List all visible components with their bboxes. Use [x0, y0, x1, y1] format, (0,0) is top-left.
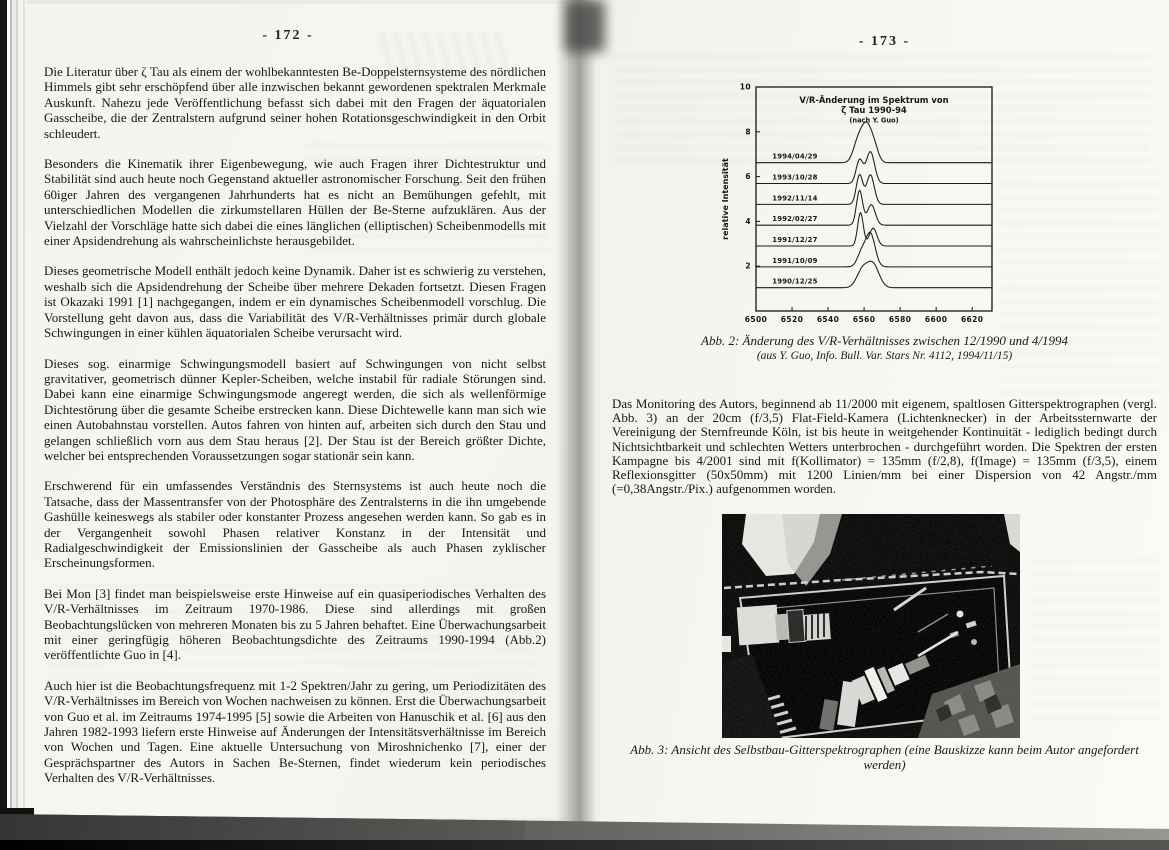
book-gutter-shadow — [556, 0, 612, 832]
scan-bottom-edge — [0, 840, 1169, 850]
chart-title-object: ζ Tau 1990-94 — [841, 105, 907, 116]
x-tick-label: 6520 — [780, 315, 804, 324]
x-tick-label: 6500 — [744, 315, 768, 324]
x-tick-label: 6600 — [924, 315, 948, 324]
spectrum-date-label: 1993/10/28 — [772, 173, 818, 182]
book-gutter-shadow-top — [565, 0, 605, 52]
y-tick-label: 8 — [745, 127, 751, 137]
page-172 — [8, 4, 568, 818]
x-tick-label: 6620 — [960, 315, 984, 324]
figure2-caption-source: (aus Y. Guo, Info. Bull. Var. Stars Nr. 4112, 1994/11/15) — [756, 350, 1013, 362]
right-page-body — [612, 397, 1157, 511]
y-tick-label: 10 — [739, 82, 751, 92]
chart-title: V/R-Änderung im Spektrum von — [799, 95, 949, 106]
body-paragraph: Dieses sog. einarmige Schwingungsmodell basiert auf Schwingungen von nicht selbst gravitativer, geometrisch dünner Kepler-Scheiben, welche instabil für radiale Störungen sind. Dabei kann eine einarmige Schwingungsmode angeregt werden, die sich als wellenförmige Dichtestörung über die gesamte Scheibe erstrecken kann. Diese Dichtewelle kann man sich wie einen Autobahnstau vorstellen. Autos fahren von hinten auf, arbeiten sich durch den Stau und gelangen schließlich vorn aus dem Stau heraus [2]. Der Stau ist der Bereich größter Dichte, welcher bei entsprechenden Voraussetzungen sogar stationär sein kann. — [44, 355, 546, 463]
spectrum-date-label: 1991/10/09 — [772, 256, 818, 265]
scan-edge — [0, 0, 7, 850]
spectrum-date-label: 1992/11/14 — [772, 194, 818, 203]
x-tick-label: 6560 — [852, 315, 876, 324]
body-paragraph: Bei Mon [3] findet man beispielsweise erste Hinweise auf ein quasiperiodisches Verhalten des V/R-Verhältnisses im Zeitraum 1970-1986. Diese sind allerdings mit großen Beobachtungslücken von mehreren Monaten bis zu 5 Jahren behaftet. Eine Überwachungsarbeit mit einer geringfügig höheren Beobachtungsdichte des Zeitraums 1990-1994 (Abb.2) veröffentlichte Guo in [4]. — [44, 585, 546, 663]
page-number-left: - 172 - — [262, 28, 314, 43]
page-number-right: - 173 - — [858, 34, 911, 49]
spectra-chart-abb2 — [718, 73, 1010, 331]
spectrograph-photo — [722, 514, 1020, 738]
body-paragraph: Besonders die Kinematik ihrer Eigenbewegung, wie auch Fragen ihrer Dichtestruktur und Stabilität sind auch heute noch Gegenstand aktueller astronomischer Forschung. Seit den frühen 60iger Jahren des vergangenen Jahrhunderts hat es nicht an Bemühungen gefehlt, mit unterschiedlichen Modellen die zirkumstellaren Hüllen der Be-Sterne aufzuklären. Aus der Vielzahl der Vorschläge hatte sich dabei die eines länglichen (elliptischen) Scheibenmodells mit einer Apsidendrehung als wahrscheinlichste herausgebildet. — [44, 156, 546, 249]
spectrum-date-label: 1991/12/27 — [772, 236, 818, 245]
body-paragraph: Das Monitoring des Autors, beginnend ab 11/2000 mit eigenem, spaltlosen Gitterspektrographen (vergl. Abb. 3) an der 20cm (f/3,5) Flat-Field-Kamera (Lichtenknecker) in der Arbeitssternwarte der Vereinigung der Sternfreunde Köln, ist bis heute in weitgehender Kontinuität - lediglich bedingt durch Nichtsichtbarkeit und schlechten Wetters unterbrochen - durchgeführt worden. Die Spektren der ersten Kampagne bis 4/2001 sind mit f(Kollimator) = 135mm (f/2,8), f(Image) = 135mm (f/3,5), einem Reflexionsgitter (50x50mm) mit 1200 Linien/mm bei einer Dispersion von 42 Angstr./mm (=0,38Angstr./Pix.) aufgenommen worden. — [612, 396, 1157, 497]
x-tick-label: 6580 — [888, 315, 912, 324]
y-axis-label: relative Intensität — [721, 158, 730, 240]
figure3-caption: Abb. 3: Ansicht des Selbstbau-Gitterspektrographen (eine Bauskizze kann beim Autor angefordert werden) — [630, 742, 1139, 772]
body-paragraph: Auch hier ist die Beobachtungsfrequenz mit 1-2 Spektren/Jahr zu gering, um Periodizitäten des V/R-Verhältnisses im Bereich von Wochen nachweisen zu können. Erst die Überwachungsarbeit von Guo et al. im Zeitraums 1974-1995 [5] sowie die Arbeiten von Hanuschik et al. [6] aus den Jahren 1982-1993 liefern erste Hinweise auf Änderungen der Intensitätsverhältnisse im Bereich von Wochen und Tagen. Eine aktuelle Untersuchung von Miroshnichenko [7], einer der Gesprächspartner des Autors in Sachen Be-Sternen, findet wiederum kein periodisches Verhalten des V/R-Verhältnisses. — [44, 677, 546, 786]
figure2-caption: Abb. 2: Änderung des V/R-Verhältnisses zwischen 12/1990 und 4/1994 — [701, 333, 1068, 348]
left-page-body — [44, 64, 546, 801]
bleed-through-ghost — [1030, 560, 1160, 720]
body-paragraph: Erschwerend für ein umfassendes Verständnis des Sternsystems ist auch heute noch die Tatsache, dass der Massentransfer von der Photosphäre des Zentralsterns in die ihn umgebende Gashülle keineswegs als stabiler oder konstanter Prozess angesehen werden kann. So gab es in der Vergangenheit sowohl Phasen relativer Konstanz in der Intensität und Radialgeschwindigkeit der Emissionslinien der Gasscheibe als auch Phasen zyklischer Erscheinungsformen. — [44, 478, 546, 571]
y-tick-label: 2 — [745, 261, 751, 271]
page-edge-lines — [7, 0, 27, 820]
y-tick-label: 6 — [745, 172, 751, 182]
page-173 — [600, 0, 1169, 828]
spectrum-date-label: 1992/02/27 — [772, 215, 818, 224]
y-tick-label: 4 — [745, 216, 751, 226]
spectrum-date-label: 1990/12/25 — [772, 277, 818, 286]
x-tick-label: 6540 — [816, 315, 840, 324]
body-paragraph: Dieses geometrische Modell enthält jedoch keine Dynamik. Daher ist es schwierig zu verstehen, weshalb sich die Apsidendrehung der Scheibe über mehrere Dekaden fortsetzt. Diesen Fragen ist Okazaki 1991 [1] nachgegangen, indem er ein dynamisches Scheibenmodell vorschlug. Die Vorstellung geht davon aus, dass die Variabilität des V/R-Verhältnisses primär durch globale Schwingungen in einer kühlen äquatorialen Scheibe verursacht wird. — [44, 263, 546, 341]
spectrum-date-label: 1994/04/29 — [772, 152, 818, 161]
bleed-through-ghost — [1000, 170, 1160, 400]
body-paragraph: Die Literatur über ζ Tau als einem der wohlbekanntesten Be-Doppelsternsysteme des nördlichen Himmels gibt sehr erschöpfend über alle inzwischen bekannt gewordenen spektralen Merkmale Auskunft. Nahezu jede Veröffentlichung befasst sich dabei mit den Fragen der äquatorialen Gasscheibe, die der Zentralstern aufgrund seiner hohen Rotationsgeschwindigkeit in den Orbit schleudert. — [44, 64, 546, 141]
chart-title-source: (nach Y. Guo) — [849, 116, 899, 125]
